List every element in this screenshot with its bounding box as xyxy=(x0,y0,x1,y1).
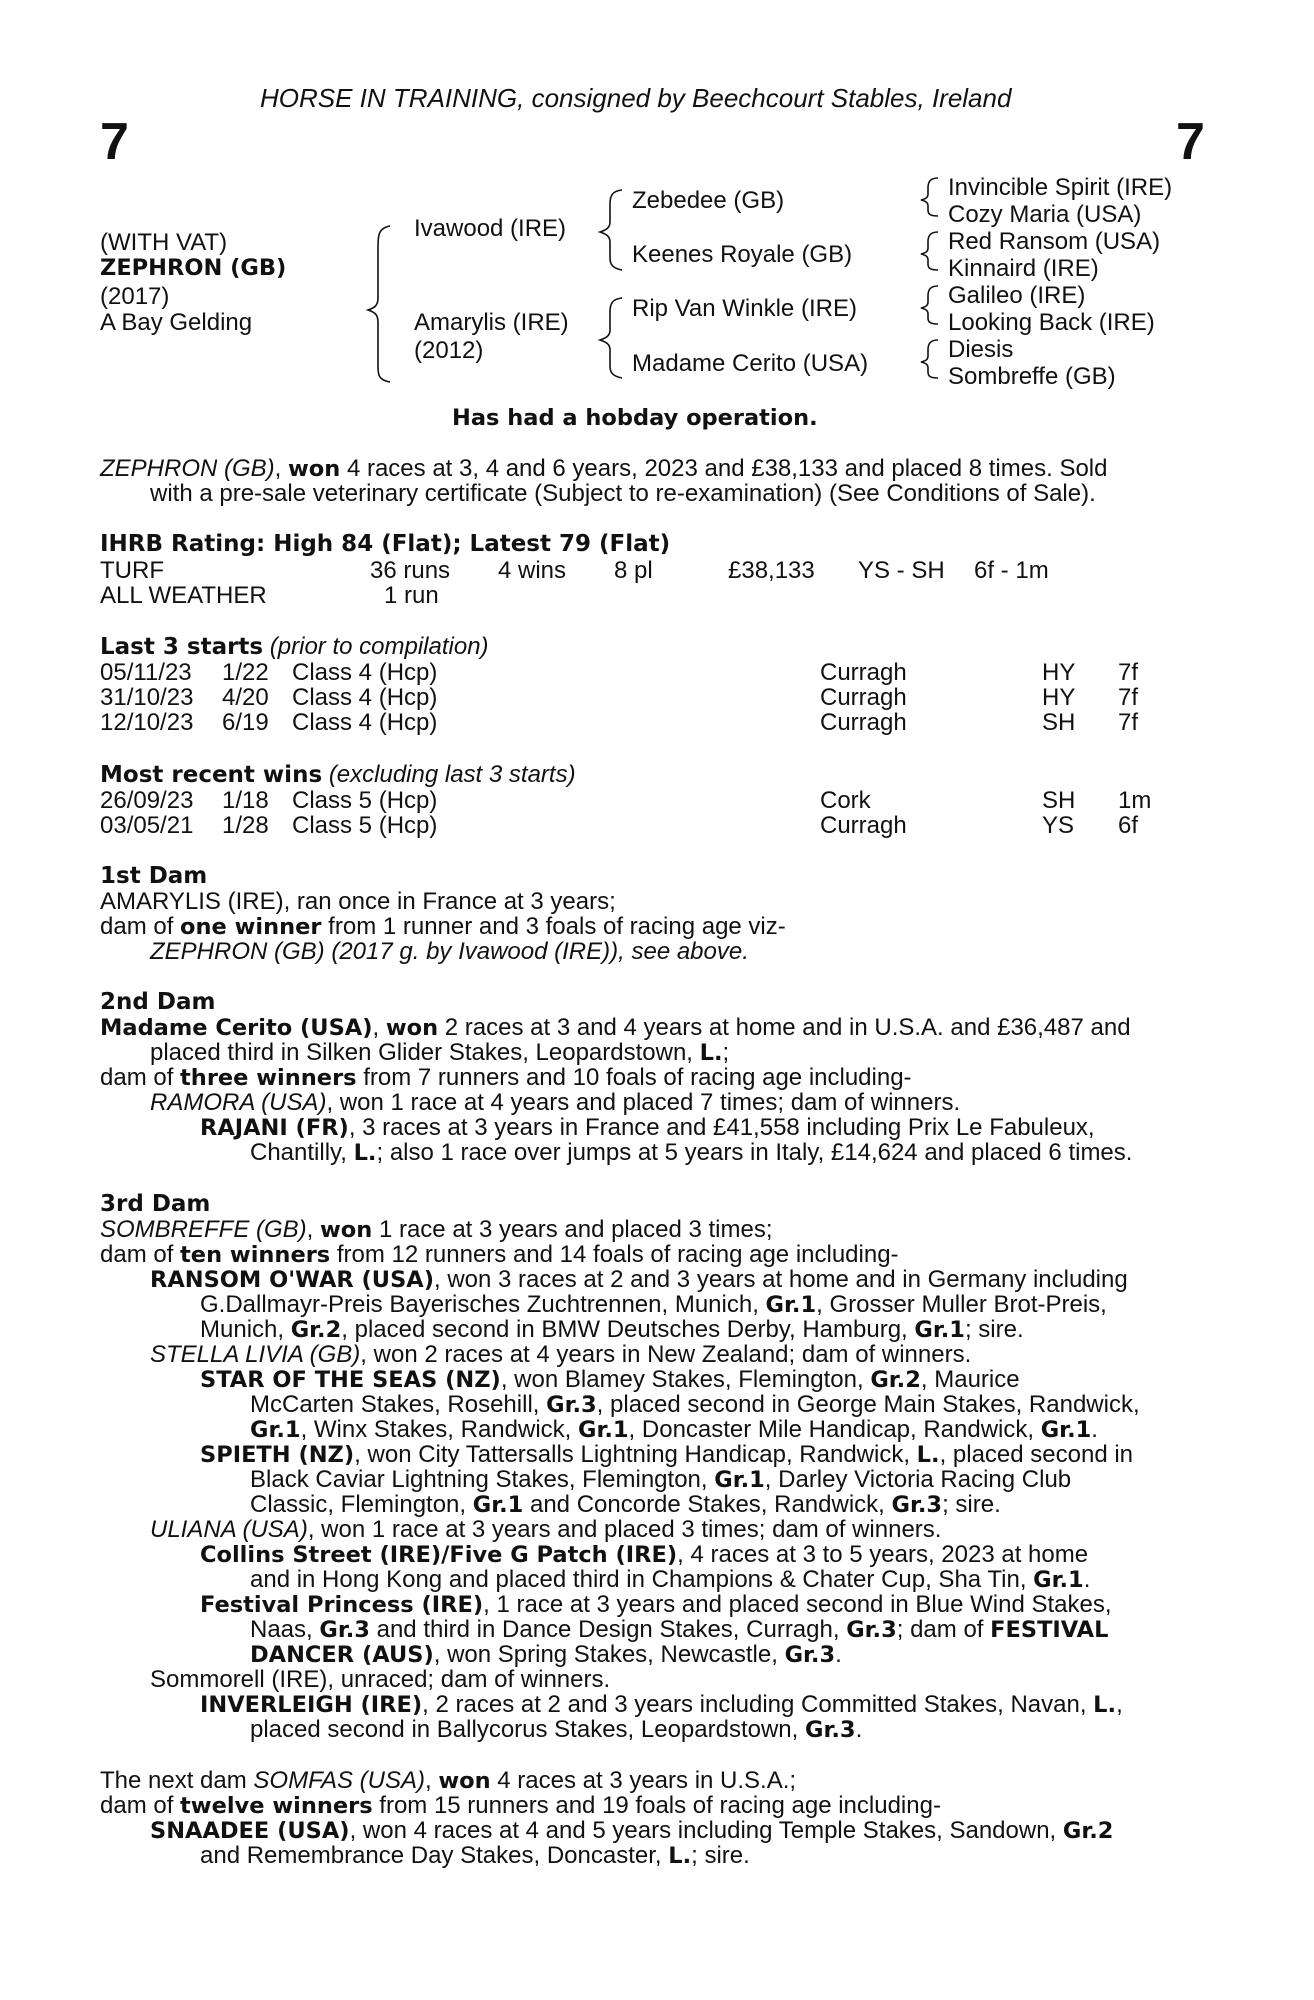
second-dam-name: Madame Cerito (USA) xyxy=(100,1015,373,1041)
grade-badge: Gr.1 xyxy=(765,1292,817,1318)
text: ; sire. xyxy=(691,1842,750,1869)
rajani-line-2 xyxy=(250,1140,1132,1166)
text: dam of xyxy=(100,913,181,940)
text: , won 1 race at 4 years and placed 7 times; dam of winners. xyxy=(326,1089,961,1116)
text: 4 races at 3 years in U.S.A.; xyxy=(490,1767,797,1794)
second-dam-line-2 xyxy=(150,1040,729,1066)
win-2-date: 03/05/21 xyxy=(100,812,194,839)
ramora-name: RAMORA (USA) xyxy=(150,1089,327,1116)
text: , won 3 races at 2 and 3 years at home and in Germany including xyxy=(433,1266,1128,1293)
recent-wins-subtitle: (excluding last 3 starts) xyxy=(328,761,576,788)
start-2-dist: 7f xyxy=(1118,684,1139,711)
festival-entry xyxy=(200,1592,1112,1618)
text: Black Caviar Lightning Stakes, Flemington, xyxy=(250,1466,715,1493)
grade-badge: Gr.2 xyxy=(290,1317,342,1343)
rating-turf-earnings: £38,133 xyxy=(728,557,815,584)
last-starts-title: Last 3 starts xyxy=(100,634,264,660)
text: , Darley Victoria Racing Club xyxy=(764,1466,1072,1493)
text: and third in Dance Design Stakes, Curragh, xyxy=(369,1616,847,1643)
listed-badge: L. xyxy=(1093,1692,1117,1718)
text: , 4 races at 3 to 5 years, 2023 at home xyxy=(677,1541,1089,1568)
text: , won City Tattersalls Lightning Handicap, Randwick, xyxy=(354,1441,917,1468)
recent-wins-heading xyxy=(100,762,576,788)
gen3-7: Diesis xyxy=(948,336,1014,363)
start-1-pos: 1/22 xyxy=(222,659,269,686)
win-2-going: YS xyxy=(1042,812,1075,839)
gen3-2: Cozy Maria (USA) xyxy=(948,201,1142,228)
third-dam-name: SOMBREFFE (GB) xyxy=(100,1216,307,1243)
horse-name: ZEPHRON (GB) xyxy=(100,255,287,281)
next-dam-name: SOMFAS (USA) xyxy=(253,1767,425,1794)
text: , xyxy=(424,1767,439,1794)
summary-rest: 4 races at 3, 4 and 6 years, 2023 and £38,133 and placed 8 times. Sold xyxy=(340,455,1108,482)
listed-badge: L. xyxy=(668,1843,692,1869)
dam-name: Amarylis (IRE) xyxy=(414,309,569,336)
text: ; dam of xyxy=(896,1616,991,1643)
ransom-entry xyxy=(150,1267,1128,1293)
recent-wins-title: Most recent wins xyxy=(100,762,323,788)
text: , Maurice xyxy=(920,1366,1020,1393)
grade-badge: Gr.3 xyxy=(784,1642,836,1668)
last-starts-subtitle: (prior to compilation) xyxy=(269,633,489,660)
snaadee-line-2 xyxy=(200,1843,750,1869)
text: G.Dallmayr-Preis Bayerisches Zuchtrennen, Munich, xyxy=(200,1291,766,1318)
start-2-date: 31/10/23 xyxy=(100,684,194,711)
won-label: won xyxy=(320,1217,373,1243)
text: . xyxy=(835,1641,842,1668)
start-3-class: Class 4 (Hcp) xyxy=(292,709,438,736)
rating-title: IHRB Rating: High 84 (Flat); Latest 79 (Flat) xyxy=(100,531,671,557)
rating-turf-surface: TURF xyxy=(100,557,164,584)
horse-description: A Bay Gelding xyxy=(100,309,253,336)
text: ; xyxy=(722,1039,730,1066)
listed-badge: L. xyxy=(353,1140,377,1166)
text: , placed second in George Main Stakes, Randwick, xyxy=(596,1391,1140,1418)
collins-line-2 xyxy=(250,1567,1090,1593)
win-1-date: 26/09/23 xyxy=(100,787,194,814)
rating-turf-distance: 6f - 1m xyxy=(974,557,1049,584)
text: , 3 races at 3 years in France and £41,558 including Prix Le Fabuleux, xyxy=(348,1114,1095,1141)
lot-number-left: 7 xyxy=(100,113,129,171)
start-1-going: HY xyxy=(1042,659,1076,686)
sire-sire: Zebedee (GB) xyxy=(632,187,785,214)
win-1-class: Class 5 (Hcp) xyxy=(292,787,438,814)
first-dam-line-2 xyxy=(100,914,786,940)
winners-count: three winners xyxy=(180,1065,357,1091)
win-2-pos: 1/28 xyxy=(222,812,269,839)
won-label: won xyxy=(438,1768,491,1794)
hobday-note: Has had a hobday operation. xyxy=(452,405,818,431)
start-3-pos: 6/19 xyxy=(222,709,269,736)
text: Chantilly, xyxy=(250,1139,354,1166)
vat-status: (WITH VAT) xyxy=(100,229,228,256)
grade-badge: Gr.3 xyxy=(846,1617,897,1643)
third-dam-line-1: SOMBREFFE (GB), won 1 race at 3 years and placed 3 times; xyxy=(100,1216,773,1243)
dam-year: (2012) xyxy=(414,337,484,364)
summary-line-2: with a pre-sale veterinary certificate (Subject to re-examination) (See Conditions of Sale). xyxy=(150,480,1096,507)
third-dam-line-2 xyxy=(100,1242,899,1268)
festival-line-3 xyxy=(250,1642,842,1668)
winners-count: twelve winners xyxy=(180,1793,373,1819)
inverleigh-line-2 xyxy=(250,1717,862,1743)
grade-badge: Gr.3 xyxy=(319,1617,370,1643)
catalogue-header: HORSE IN TRAINING, consigned by Beechcourt Stables, Ireland xyxy=(260,83,1012,113)
lot-number-right: 7 xyxy=(1176,113,1205,171)
ransom-name: RANSOM O'WAR (USA) xyxy=(150,1267,434,1293)
winners-count: ten winners xyxy=(180,1242,331,1268)
text: 2 races at 3 and 4 years at home and in U.S.A. and £36,487 and xyxy=(438,1014,1131,1041)
gen3-5: Galileo (IRE) xyxy=(948,282,1086,309)
gen3-4: Kinnaird (IRE) xyxy=(948,255,1099,282)
text: . xyxy=(1083,1566,1091,1593)
text: Classic, Flemington, xyxy=(250,1491,473,1518)
text: , placed second in xyxy=(939,1441,1134,1468)
ramora-entry xyxy=(150,1090,960,1115)
grade-badge: Gr.1 xyxy=(577,1417,629,1443)
second-dam-line-3 xyxy=(100,1065,912,1091)
grade-badge: Gr.1 xyxy=(914,1317,965,1343)
summary-horse-name: ZEPHRON (GB) xyxy=(100,455,275,482)
festival-dancer-name: FESTIVAL xyxy=(990,1617,1109,1643)
text: from 7 runners and 10 foals of racing age including- xyxy=(356,1064,912,1091)
star-name: STAR OF THE SEAS (NZ) xyxy=(200,1367,501,1393)
second-dam-title: 2nd Dam xyxy=(100,989,216,1015)
start-2-going: HY xyxy=(1042,684,1076,711)
star-entry xyxy=(200,1367,1020,1393)
spieth-line-3 xyxy=(250,1492,1001,1518)
spieth-name: SPIETH (NZ) xyxy=(200,1442,355,1468)
dam-dam: Madame Cerito (USA) xyxy=(632,350,869,377)
rating-turf-placed: 8 pl xyxy=(614,557,653,584)
text: , placed second in BMW Deutsches Derby, Hamburg, xyxy=(341,1316,915,1343)
win-1-course: Cork xyxy=(820,787,871,814)
listed-badge: L. xyxy=(699,1040,723,1066)
text: and in Hong Kong and placed third in Champions & Chater Cup, Sha Tin, xyxy=(250,1566,1034,1593)
stella-entry xyxy=(150,1342,971,1367)
grade-badge: Gr.2 xyxy=(1062,1818,1114,1844)
text: , Winx Stakes, Randwick, xyxy=(300,1416,578,1443)
stella-name: STELLA LIVIA (GB) xyxy=(150,1341,361,1368)
summary-won: won xyxy=(288,456,341,482)
won-label: won xyxy=(385,1015,439,1041)
collins-entry xyxy=(200,1542,1088,1568)
text: Munich, xyxy=(200,1316,291,1343)
rajani-entry xyxy=(200,1115,1095,1141)
dam-sire: Rip Van Winkle (IRE) xyxy=(632,295,857,322)
snaadee-entry xyxy=(150,1818,1113,1844)
rating-aw-runs: 1 run xyxy=(384,582,439,609)
next-dam-line-2 xyxy=(100,1793,941,1819)
rating-turf-wins: 4 wins xyxy=(498,557,567,584)
snaadee-name: SNAADEE (USA) xyxy=(150,1818,350,1844)
start-2-course: Curragh xyxy=(820,684,907,711)
start-1-date: 05/11/23 xyxy=(100,659,192,686)
grade-badge: Gr.3 xyxy=(805,1717,856,1743)
grade-badge: Gr.1 xyxy=(250,1417,301,1443)
horse-year: (2017) xyxy=(100,283,170,310)
rating-turf-runs: 36 runs xyxy=(370,557,451,584)
text: , won 1 race at 3 years and placed 3 times; dam of winners. xyxy=(307,1516,942,1543)
sire-dam: Keenes Royale (GB) xyxy=(632,241,853,268)
star-line-3 xyxy=(250,1417,1098,1443)
festival-name: Festival Princess (IRE) xyxy=(200,1592,484,1618)
rating-aw-surface: ALL WEATHER xyxy=(100,582,267,609)
text: McCarten Stakes, Rosehill, xyxy=(250,1391,547,1418)
text: ; sire. xyxy=(942,1491,1001,1518)
start-2-pos: 4/20 xyxy=(222,684,269,711)
summary-line-1: ZEPHRON (GB), won 4 races at 3, 4 and 6 years, 2023 and £38,133 and placed 8 times. Sold xyxy=(100,455,1108,482)
rajani-name: RAJANI (FR) xyxy=(200,1115,349,1141)
spieth-entry xyxy=(200,1442,1133,1468)
festival-dancer-name: DANCER (AUS) xyxy=(250,1642,434,1668)
win-2-class: Class 5 (Hcp) xyxy=(292,812,438,839)
start-1-dist: 7f xyxy=(1118,659,1139,686)
uliana-entry xyxy=(150,1517,941,1542)
text: dam of xyxy=(100,1241,181,1268)
text: from 1 runner and 3 foals of racing age viz- xyxy=(321,913,786,940)
last-starts-heading xyxy=(100,634,489,660)
text: dam of xyxy=(100,1792,181,1819)
text: , Grosser Muller Brot-Preis, xyxy=(816,1291,1107,1318)
grade-badge: Gr.3 xyxy=(891,1492,943,1518)
sire-name: Ivawood (IRE) xyxy=(414,215,567,242)
start-3-date: 12/10/23 xyxy=(100,709,194,736)
grade-badge: Gr.2 xyxy=(870,1367,921,1393)
third-dam-title: 3rd Dam xyxy=(100,1191,211,1217)
text: ; also 1 race over jumps at 5 years in Italy, £14,624 and placed 6 times. xyxy=(376,1139,1133,1166)
text: from 15 runners and 19 foals of racing age including- xyxy=(372,1792,941,1819)
grade-badge: Gr.1 xyxy=(1033,1567,1084,1593)
inverleigh-name: INVERLEIGH (IRE) xyxy=(200,1692,423,1718)
text: ; sire. xyxy=(964,1316,1024,1343)
text: The next dam xyxy=(100,1767,254,1794)
text: dam of xyxy=(100,1064,181,1091)
first-dam-progeny: ZEPHRON (GB) (2017 g. by Ivawood (IRE)), see above. xyxy=(150,938,749,965)
win-1-dist: 1m xyxy=(1118,787,1152,814)
text: from 12 runners and 14 foals of racing age including- xyxy=(330,1241,899,1268)
text: and Concorde Stakes, Randwick, xyxy=(523,1491,892,1518)
text: . xyxy=(855,1716,863,1743)
listed-badge: L. xyxy=(916,1442,940,1468)
collins-name: Collins Street (IRE)/Five G Patch (IRE) xyxy=(200,1542,678,1568)
start-3-dist: 7f xyxy=(1118,709,1139,736)
gen3-1: Invincible Spirit (IRE) xyxy=(948,174,1173,201)
text: and Remembrance Day Stakes, Doncaster, xyxy=(200,1842,669,1869)
grade-badge: Gr.3 xyxy=(546,1392,597,1418)
win-2-course: Curragh xyxy=(820,812,907,839)
star-line-2 xyxy=(250,1392,1140,1418)
text: , won 2 races at 4 years in New Zealand; dam of winners. xyxy=(360,1341,972,1368)
win-1-going: SH xyxy=(1042,787,1076,814)
sommorell-entry: Sommorell (IRE), unraced; dam of winners. xyxy=(150,1666,611,1693)
festival-line-2 xyxy=(250,1617,1108,1643)
ransom-line-3 xyxy=(200,1317,1024,1343)
grade-badge: Gr.1 xyxy=(714,1467,765,1493)
text: placed second in Ballycorus Stakes, Leopardstown, xyxy=(250,1716,805,1743)
start-1-class: Class 4 (Hcp) xyxy=(292,659,438,686)
text: , Doncaster Mile Handicap, Randwick, xyxy=(628,1416,1041,1443)
grade-badge: Gr.1 xyxy=(1040,1417,1092,1443)
gen3-8: Sombreffe (GB) xyxy=(948,363,1116,390)
rating-turf-going: YS - SH xyxy=(858,557,945,584)
gen3-6: Looking Back (IRE) xyxy=(948,309,1155,336)
gen3-3: Red Ransom (USA) xyxy=(948,228,1161,255)
first-dam-line-1: AMARYLIS (IRE), ran once in France at 3 years; xyxy=(100,888,616,915)
grade-badge: Gr.1 xyxy=(472,1492,524,1518)
start-2-class: Class 4 (Hcp) xyxy=(292,684,438,711)
text: Naas, xyxy=(250,1616,320,1643)
text: , won 4 races at 4 and 5 years including Temple Stakes, Sandown, xyxy=(349,1817,1063,1844)
uliana-name: ULIANA (USA) xyxy=(150,1516,308,1543)
win-1-pos: 1/18 xyxy=(222,787,269,814)
ransom-line-2 xyxy=(200,1292,1107,1318)
start-1-course: Curragh xyxy=(820,659,907,686)
spieth-line-2 xyxy=(250,1467,1071,1493)
winners-count: one winner xyxy=(180,914,322,940)
text: , won Spring Stakes, Newcastle, xyxy=(433,1641,785,1668)
text: 1 race at 3 years and placed 3 times; xyxy=(372,1216,773,1243)
text: , 1 race at 3 years and placed second in Blue Wind Stakes, xyxy=(483,1591,1112,1618)
text: , won Blamey Stakes, Flemington, xyxy=(500,1366,871,1393)
start-3-course: Curragh xyxy=(820,709,907,736)
start-3-going: SH xyxy=(1042,709,1076,736)
text: , xyxy=(1116,1691,1123,1718)
first-dam-title: 1st Dam xyxy=(100,863,208,889)
second-dam-line-1: Madame Cerito (USA), won 2 races at 3 and 4 years at home and in U.S.A. and £36,487 and xyxy=(100,1014,1131,1041)
next-dam-line-1 xyxy=(100,1768,796,1794)
inverleigh-entry xyxy=(200,1692,1123,1718)
win-2-dist: 6f xyxy=(1118,812,1139,839)
text: placed third in Silken Glider Stakes, Leopardstown, xyxy=(150,1039,700,1066)
text: . xyxy=(1091,1416,1098,1443)
text: , 2 races at 2 and 3 years including Committed Stakes, Navan, xyxy=(422,1691,1094,1718)
